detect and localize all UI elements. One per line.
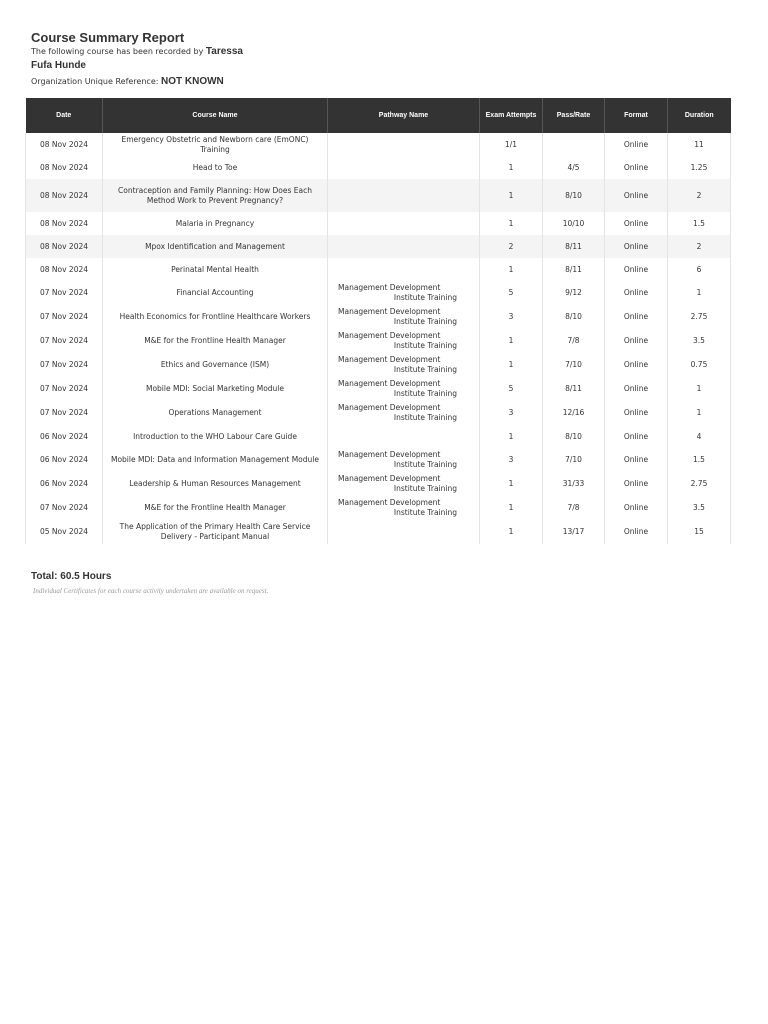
cell-pass-rate: 8/11 [543, 258, 605, 281]
cell-course-name: Mobile MDI: Data and Information Management Module [103, 448, 328, 472]
cell-pass-rate [543, 133, 605, 156]
table-body [26, 133, 731, 544]
cell-format: Online [605, 281, 668, 305]
cell-format: Online [605, 448, 668, 472]
cell-pathway-name [328, 305, 480, 329]
cell-pathway-name [328, 212, 480, 235]
column-header-date: Date [26, 98, 103, 133]
cell-format: Online [605, 329, 668, 353]
cell-exam-attempts: 3 [480, 305, 543, 329]
column-header-course-name: Course Name [103, 98, 328, 133]
pathway-line-1: Management Development [338, 450, 441, 459]
cell-date: 06 Nov 2024 [26, 448, 103, 472]
cell-course-name: Mobile MDI: Social Marketing Module [103, 377, 328, 401]
table-row [26, 401, 731, 425]
cell-course-name: M&E for the Frontline Health Manager [103, 496, 328, 520]
cell-format: Online [605, 235, 668, 258]
cell-date: 07 Nov 2024 [26, 496, 103, 520]
table-row [26, 258, 731, 281]
column-header-pass-rate: Pass/Rate [543, 98, 605, 133]
cell-format: Online [605, 401, 668, 425]
cell-duration: 1.5 [668, 212, 731, 235]
org-reference-value: NOT KNOWN [160, 76, 224, 87]
cell-exam-attempts: 1 [480, 156, 543, 179]
pathway-line-2: Institute Training [393, 413, 457, 422]
cell-format: Online [605, 305, 668, 329]
org-reference-label: Organization Unique Reference: [31, 77, 159, 86]
total-hours: Total: 60.5 Hours [31, 571, 112, 582]
cell-pathway-name [328, 425, 480, 448]
cell-format: Online [605, 472, 668, 496]
cell-pathway-name [328, 235, 480, 258]
cell-exam-attempts: 1 [480, 212, 543, 235]
cell-exam-attempts: 1 [480, 472, 543, 496]
pathway-line-1: Management Development [338, 283, 441, 292]
cell-course-name: The Application of the Primary Health Care Service Delivery - Participant Manual [103, 520, 328, 544]
cell-duration: 4 [668, 425, 731, 448]
cell-pathway-name [328, 377, 480, 401]
table-row [26, 329, 731, 353]
cell-course-name: Emergency Obstetric and Newborn care (EmONC) Training [103, 133, 328, 156]
cell-pathway-name [328, 353, 480, 377]
recorded-by-line [31, 45, 311, 73]
cell-course-name: Health Economics for Frontline Healthcare Workers [103, 305, 328, 329]
cell-exam-attempts: 1 [480, 258, 543, 281]
table-row [26, 179, 731, 212]
column-header-duration: Duration [668, 98, 731, 133]
cell-pass-rate: 8/11 [543, 377, 605, 401]
cell-exam-attempts: 5 [480, 281, 543, 305]
cell-date: 07 Nov 2024 [26, 353, 103, 377]
cell-pass-rate: 4/5 [543, 156, 605, 179]
cell-format: Online [605, 179, 668, 212]
cell-pathway-name [328, 179, 480, 212]
organization-reference [31, 75, 224, 89]
cell-duration: 1 [668, 281, 731, 305]
course-summary-table [25, 98, 731, 544]
cell-date: 07 Nov 2024 [26, 329, 103, 353]
cell-pathway-name [328, 281, 480, 305]
table-row [26, 281, 731, 305]
cell-course-name: Head to Toe [103, 156, 328, 179]
table-row [26, 377, 731, 401]
cell-format: Online [605, 212, 668, 235]
cell-pathway-name [328, 448, 480, 472]
cell-course-name: Contraception and Family Planning: How Does Each Method Work to Prevent Pregnancy? [103, 179, 328, 212]
cell-pathway-name [328, 156, 480, 179]
pathway-line-2: Institute Training [393, 341, 457, 350]
learner-first-name: Taressa [205, 46, 243, 57]
pathway-line-2: Institute Training [393, 484, 457, 493]
cell-pass-rate: 12/16 [543, 401, 605, 425]
cell-course-name: Introduction to the WHO Labour Care Guide [103, 425, 328, 448]
cell-duration: 2.75 [668, 472, 731, 496]
cell-format: Online [605, 156, 668, 179]
cell-course-name: Operations Management [103, 401, 328, 425]
cell-date: 05 Nov 2024 [26, 520, 103, 544]
cell-duration: 6 [668, 258, 731, 281]
cell-exam-attempts: 3 [480, 448, 543, 472]
cell-pass-rate: 8/11 [543, 235, 605, 258]
pathway-line-2: Institute Training [393, 460, 457, 469]
table-row [26, 305, 731, 329]
pathway-line-2: Institute Training [393, 508, 457, 517]
pathway-line-1: Management Development [338, 474, 441, 483]
table-header-row [26, 98, 731, 133]
column-header-pathway-name: Pathway Name [328, 98, 480, 133]
cell-duration: 2 [668, 179, 731, 212]
cell-duration: 0.75 [668, 353, 731, 377]
cell-exam-attempts: 1 [480, 179, 543, 212]
cell-exam-attempts: 2 [480, 235, 543, 258]
cell-format: Online [605, 133, 668, 156]
cell-course-name: M&E for the Frontline Health Manager [103, 329, 328, 353]
pathway-line-1: Management Development [338, 379, 441, 388]
cell-course-name: Mpox Identification and Management [103, 235, 328, 258]
pathway-line-1: Management Development [338, 331, 441, 340]
cell-date: 07 Nov 2024 [26, 305, 103, 329]
cell-pathway-name [328, 520, 480, 544]
table-row [26, 156, 731, 179]
cell-duration: 1 [668, 401, 731, 425]
table-row [26, 496, 731, 520]
cell-date: 06 Nov 2024 [26, 425, 103, 448]
cell-pathway-name [328, 258, 480, 281]
cell-course-name: Perinatal Mental Health [103, 258, 328, 281]
pathway-line-2: Institute Training [393, 317, 457, 326]
table-header [26, 98, 731, 133]
cell-exam-attempts: 5 [480, 377, 543, 401]
cell-duration: 1 [668, 377, 731, 401]
cell-duration: 1.25 [668, 156, 731, 179]
table-row [26, 448, 731, 472]
cell-pass-rate: 13/17 [543, 520, 605, 544]
cell-course-name: Leadership & Human Resources Management [103, 472, 328, 496]
cell-exam-attempts: 1 [480, 425, 543, 448]
cell-pathway-name [328, 472, 480, 496]
cell-pass-rate: 31/33 [543, 472, 605, 496]
cell-pass-rate: 9/12 [543, 281, 605, 305]
cell-duration: 2.75 [668, 305, 731, 329]
table-row [26, 353, 731, 377]
cell-duration: 3.5 [668, 329, 731, 353]
cell-pass-rate: 7/10 [543, 353, 605, 377]
cell-duration: 1.5 [668, 448, 731, 472]
cell-pathway-name [328, 401, 480, 425]
cell-exam-attempts: 1 [480, 329, 543, 353]
cell-pathway-name [328, 496, 480, 520]
cell-duration: 2 [668, 235, 731, 258]
cell-date: 07 Nov 2024 [26, 377, 103, 401]
cell-pass-rate: 7/8 [543, 496, 605, 520]
cell-pass-rate: 7/8 [543, 329, 605, 353]
cell-duration: 11 [668, 133, 731, 156]
pathway-line-2: Institute Training [393, 365, 457, 374]
cell-exam-attempts: 1 [480, 496, 543, 520]
cell-pass-rate: 8/10 [543, 425, 605, 448]
cell-course-name: Malaria in Pregnancy [103, 212, 328, 235]
pathway-line-1: Management Development [338, 307, 441, 316]
pathway-line-2: Institute Training [393, 389, 457, 398]
table-row [26, 520, 731, 544]
pathway-line-2: Institute Training [393, 293, 457, 302]
cell-duration: 15 [668, 520, 731, 544]
cell-exam-attempts: 1 [480, 520, 543, 544]
pathway-line-1: Management Development [338, 403, 441, 412]
table-row [26, 212, 731, 235]
cell-pass-rate: 10/10 [543, 212, 605, 235]
cell-format: Online [605, 377, 668, 401]
cell-duration: 3.5 [668, 496, 731, 520]
recorded-prefix: The following course has been recorded by [31, 47, 204, 56]
cell-date: 08 Nov 2024 [26, 179, 103, 212]
cell-course-name: Ethics and Governance (ISM) [103, 353, 328, 377]
cell-date: 08 Nov 2024 [26, 212, 103, 235]
table-row [26, 425, 731, 448]
cell-format: Online [605, 520, 668, 544]
table-row [26, 472, 731, 496]
pathway-line-1: Management Development [338, 498, 441, 507]
table-row [26, 235, 731, 258]
cell-pass-rate: 7/10 [543, 448, 605, 472]
pathway-line-1: Management Development [338, 355, 441, 364]
cell-date: 07 Nov 2024 [26, 401, 103, 425]
cell-exam-attempts: 1/1 [480, 133, 543, 156]
cell-format: Online [605, 425, 668, 448]
cell-date: 08 Nov 2024 [26, 235, 103, 258]
cell-course-name: Financial Accounting [103, 281, 328, 305]
cell-exam-attempts: 1 [480, 353, 543, 377]
cell-format: Online [605, 353, 668, 377]
cell-date: 08 Nov 2024 [26, 156, 103, 179]
cell-date: 07 Nov 2024 [26, 281, 103, 305]
report-title: Course Summary Report [31, 30, 185, 45]
cell-pathway-name [328, 133, 480, 156]
learner-last-name: Fufa Hunde [31, 60, 86, 71]
certificate-note: Individual Certificates for each course activity undertaken are available on request. [33, 587, 269, 595]
cell-format: Online [605, 258, 668, 281]
cell-pass-rate: 8/10 [543, 305, 605, 329]
table-row [26, 133, 731, 156]
cell-exam-attempts: 3 [480, 401, 543, 425]
cell-pathway-name [328, 329, 480, 353]
cell-date: 08 Nov 2024 [26, 133, 103, 156]
cell-format: Online [605, 496, 668, 520]
cell-date: 08 Nov 2024 [26, 258, 103, 281]
column-header-format: Format [605, 98, 668, 133]
cell-date: 06 Nov 2024 [26, 472, 103, 496]
column-header-exam-attempts: Exam Attempts [480, 98, 543, 133]
cell-pass-rate: 8/10 [543, 179, 605, 212]
